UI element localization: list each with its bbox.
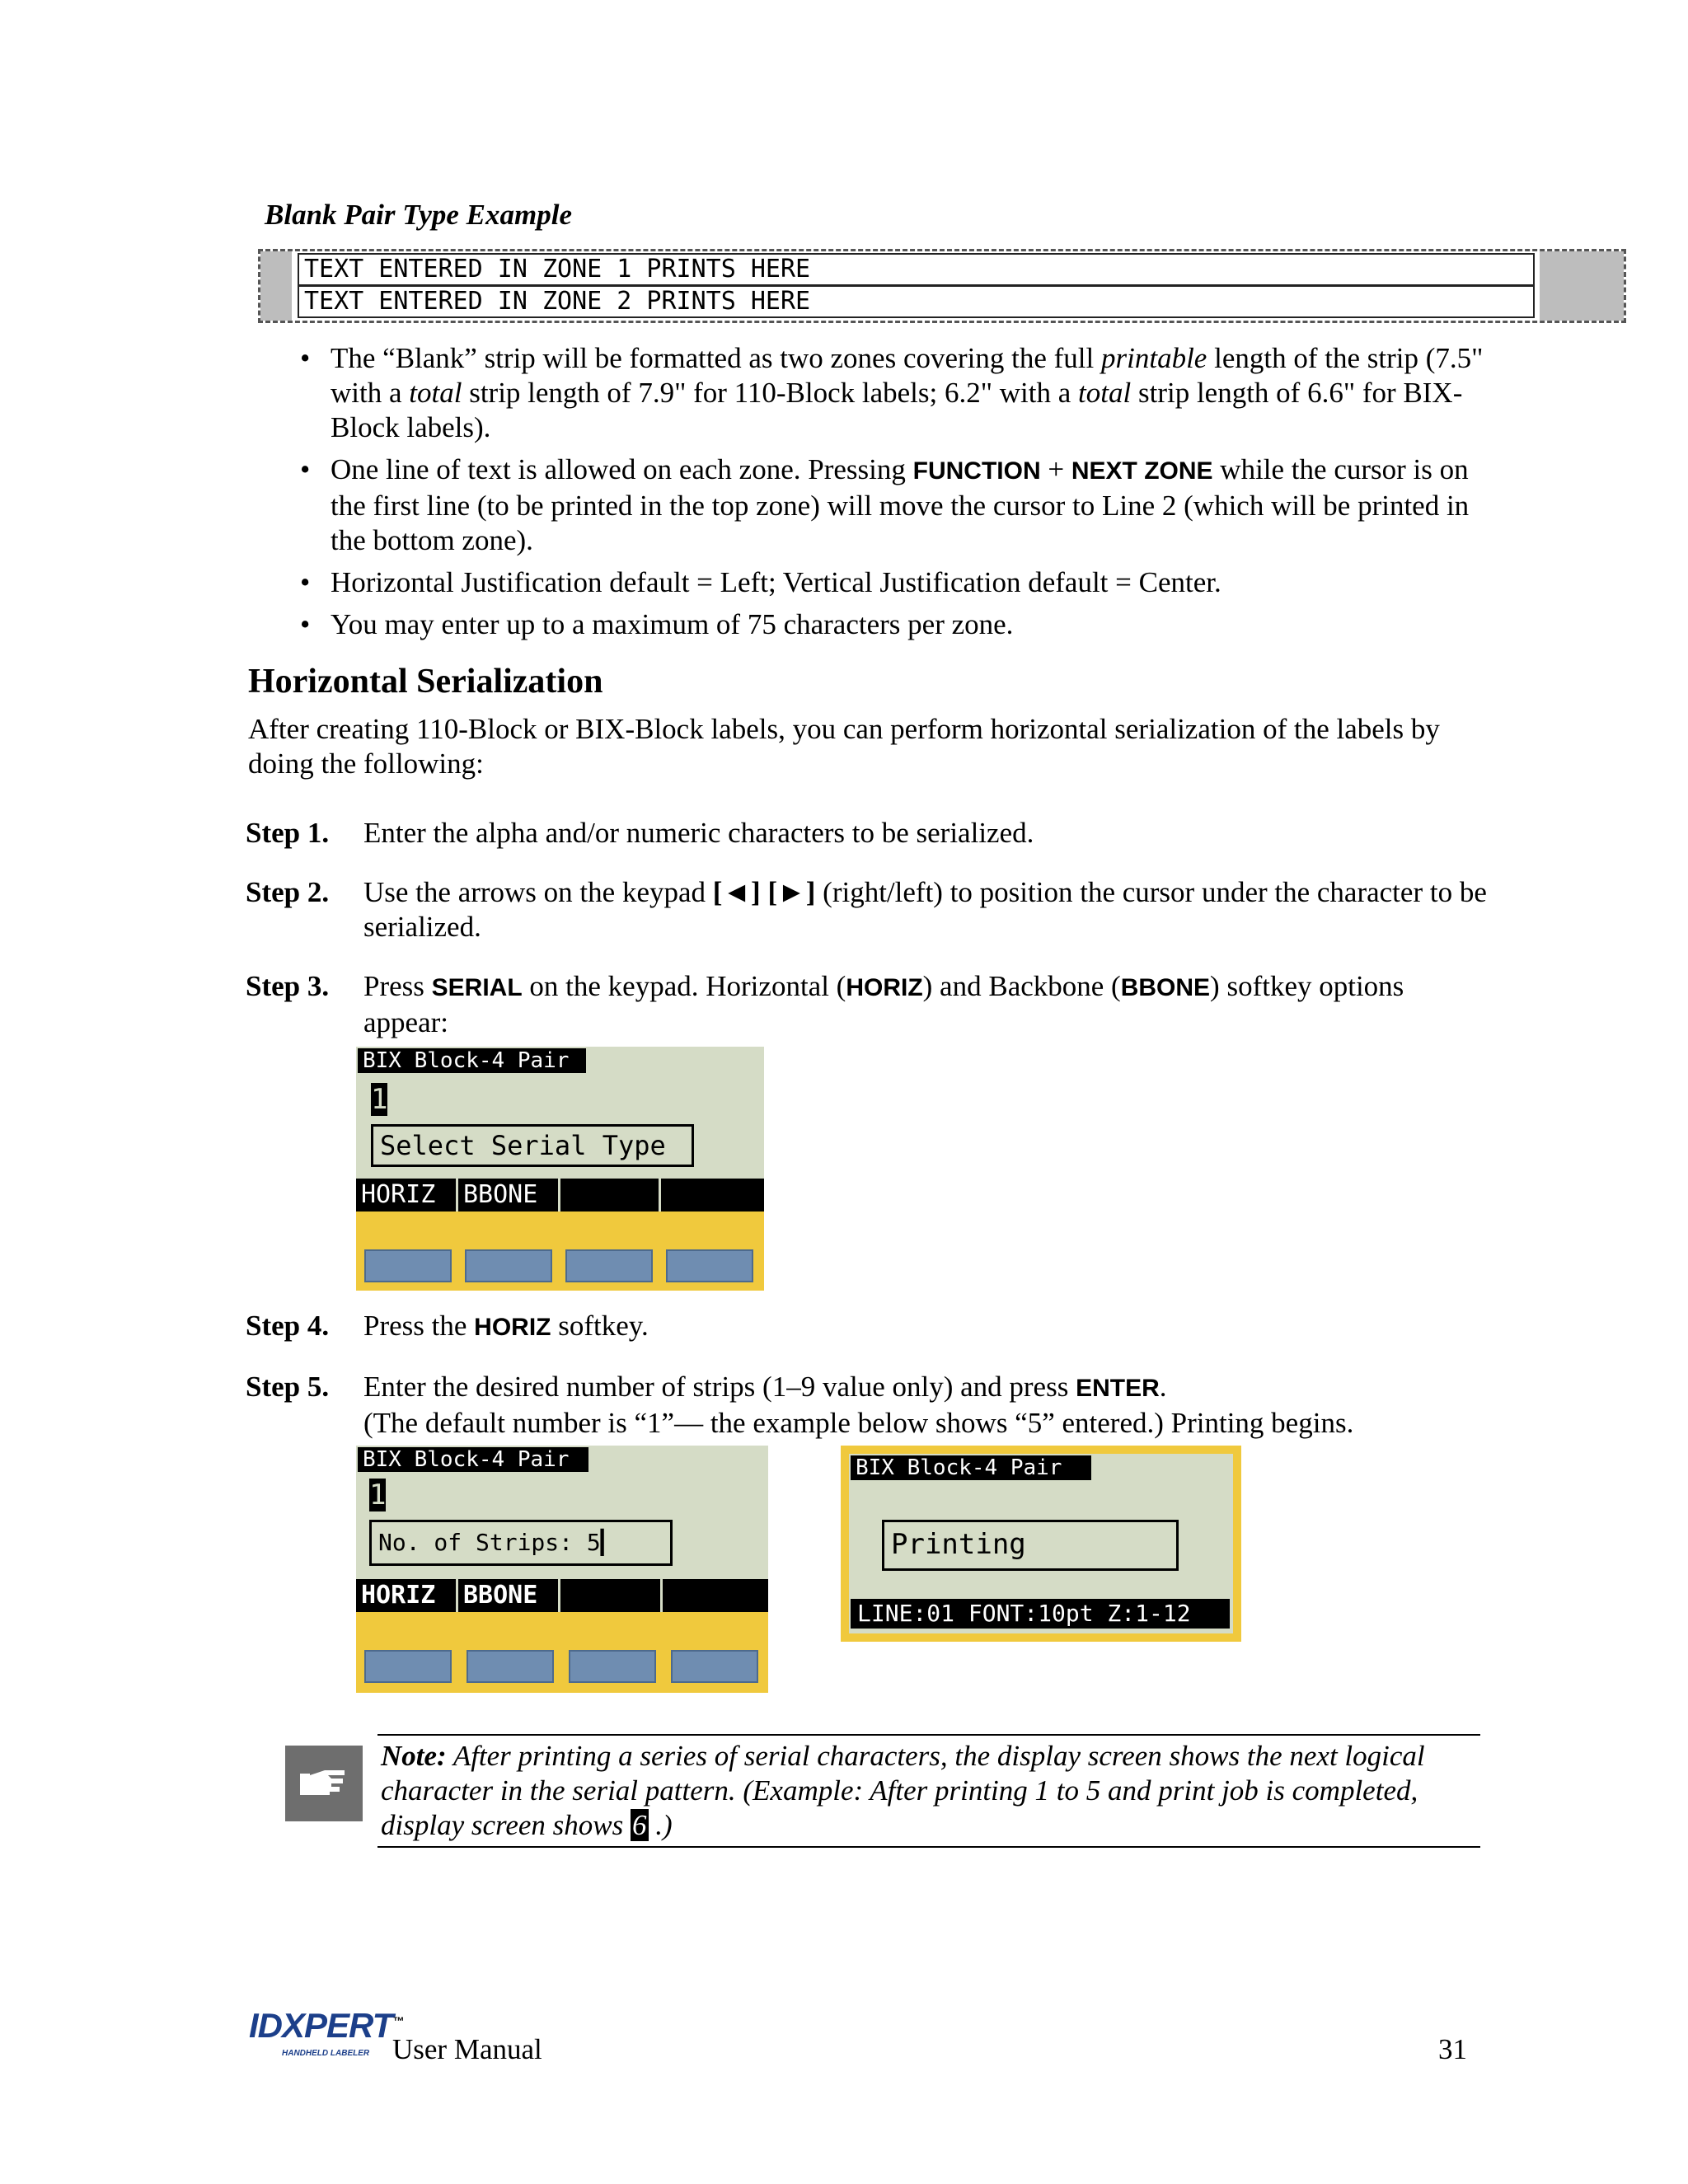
note-body-end: .) bbox=[648, 1809, 673, 1841]
step-text-part: ) softkey options appear: bbox=[363, 970, 1404, 1038]
page-number: 31 bbox=[1438, 2033, 1467, 2065]
logo-text: IDXPERT bbox=[249, 2006, 393, 2045]
note-hand-icon bbox=[285, 1746, 363, 1821]
example-title: Blank Pair Type Example bbox=[265, 199, 572, 231]
bullet-text: strip length of 6.6" for BIX-Block labels). bbox=[331, 377, 1463, 443]
lcd-screen-select-serial bbox=[356, 1047, 764, 1291]
bullet-emphasis: printable bbox=[1101, 342, 1207, 374]
strip-zone-1: TEXT ENTERED IN ZONE 1 PRINTS HERE bbox=[298, 253, 1535, 286]
softkey-horiz[interactable]: HORIZ bbox=[356, 1579, 458, 1612]
lcd-cursor: 1 bbox=[371, 1083, 388, 1116]
step-text-part: softkey. bbox=[551, 1310, 649, 1342]
lcd-softkey-bar bbox=[356, 1579, 768, 1612]
softkey-bbone[interactable]: BBONE bbox=[458, 1579, 560, 1612]
note-highlight-char: 6 bbox=[632, 1809, 647, 1841]
bullet-list bbox=[290, 341, 1485, 649]
key-serial: SERIAL bbox=[431, 974, 523, 1001]
logo-subtitle: HANDHELD LABELER bbox=[282, 2049, 370, 2058]
lcd-prompt-box: Select Serial Type bbox=[371, 1124, 694, 1167]
step-3-label: Step 3. bbox=[246, 970, 330, 1002]
step-2-text bbox=[363, 875, 1493, 944]
bullet-text: The “Blank” strip will be formatted as two zones covering the full bbox=[331, 342, 1102, 374]
logo-tm: ™ bbox=[392, 2014, 404, 2027]
softkey-horiz[interactable]: HORIZ bbox=[356, 1179, 458, 1212]
softkey-button-4[interactable] bbox=[671, 1650, 758, 1683]
bullet-dot: • bbox=[300, 566, 311, 598]
softkey-3[interactable] bbox=[560, 1579, 663, 1612]
strip-right-cap bbox=[1540, 251, 1624, 321]
step-4-text bbox=[363, 1309, 1493, 1345]
bullet-emphasis: total bbox=[1078, 377, 1132, 409]
softkey-button-2[interactable] bbox=[465, 1249, 552, 1282]
lcd-screen-printing bbox=[849, 1454, 1233, 1633]
softkey-button-panel bbox=[356, 1212, 764, 1291]
softkey-button-3[interactable] bbox=[565, 1249, 653, 1282]
bullet-emphasis: total bbox=[409, 377, 462, 409]
step-text-part: ) and Backbone ( bbox=[922, 970, 1121, 1002]
lcd-screen-strips bbox=[356, 1446, 768, 1693]
step-text-part: . bbox=[1159, 1371, 1167, 1403]
lcd-prompt-box: No. of Strips: 5▎ bbox=[369, 1520, 673, 1566]
note-label: Note: bbox=[381, 1740, 447, 1772]
step-3-text bbox=[363, 969, 1493, 1040]
step-text-part: on the keypad. Horizontal ( bbox=[522, 970, 846, 1002]
strip-left-cap bbox=[260, 251, 292, 321]
step-5-text bbox=[363, 1370, 1493, 1441]
idxpert-logo bbox=[249, 2001, 404, 2062]
key-next-zone: NEXT ZONE bbox=[1071, 457, 1213, 485]
softkey-button-3[interactable] bbox=[569, 1650, 656, 1683]
step-text-part: Use the arrows on the keypad bbox=[363, 876, 713, 908]
lcd-message-box: Printing bbox=[882, 1520, 1179, 1571]
softkey-3[interactable] bbox=[560, 1179, 661, 1212]
bullet-dot: • bbox=[300, 453, 311, 485]
example-strip bbox=[258, 249, 1626, 323]
bullet-text: while the cursor is on the first line (to be printed in the top zone) will move the cursor to Line 2 (which will be printed in the bottom zone). bbox=[331, 453, 1470, 556]
bullet-text: strip length of 7.9" for 110-Block labels; 6.2" with a bbox=[462, 377, 1079, 409]
bullet-text: One line of text is allowed on each zone. Pressing bbox=[331, 453, 913, 485]
lcd-header: BIX Block-4 Pair bbox=[851, 1455, 1091, 1480]
note-bottom-rule bbox=[377, 1846, 1480, 1848]
lcd-screen-printing-frame bbox=[841, 1446, 1241, 1642]
step-1-text: Enter the alpha and/or numeric characters to be serialized. bbox=[363, 817, 1034, 849]
step-text-part: Press bbox=[363, 970, 432, 1002]
bullet-text: length of the strip (7.5" with a bbox=[331, 342, 1484, 409]
lcd-status-line: LINE:01 FONT:10pt Z:1-12 bbox=[851, 1599, 1230, 1629]
step-text-part: Enter the desired number of strips (1–9 value only) and press bbox=[363, 1371, 1076, 1403]
softkey-4[interactable] bbox=[661, 1179, 764, 1212]
step-text-part: (right/left) to position the cursor under the character to be serialized. bbox=[363, 876, 1487, 943]
softkey-bbone[interactable]: BBONE bbox=[458, 1179, 560, 1212]
bullet-dot: • bbox=[300, 608, 311, 640]
bullet-item bbox=[290, 607, 1485, 642]
softkey-button-1[interactable] bbox=[364, 1249, 452, 1282]
step-4-label: Step 4. bbox=[246, 1310, 330, 1342]
arrow-keys: [◄] [►] bbox=[712, 876, 816, 908]
lcd-header: BIX Block-4 Pair bbox=[358, 1447, 588, 1472]
key-function: FUNCTION bbox=[912, 457, 1041, 485]
logo-wordmark bbox=[249, 2006, 403, 2046]
note-text bbox=[381, 1739, 1477, 1843]
softkey-button-1[interactable] bbox=[364, 1650, 452, 1683]
softkey-button-panel bbox=[356, 1612, 768, 1693]
bullet-dot: • bbox=[300, 342, 311, 374]
section-intro: After creating 110-Block or BIX-Block labels, you can perform horizontal serialization of the labels by doing the following: bbox=[248, 713, 1440, 780]
softkey-4[interactable] bbox=[663, 1579, 768, 1612]
note-top-rule bbox=[377, 1734, 1480, 1736]
bullet-text: Horizontal Justification default = Left; Vertical Justification default = Center. bbox=[331, 566, 1221, 598]
softkey-button-4[interactable] bbox=[666, 1249, 753, 1282]
note-body: After printing a series of serial characters, the display screen shows the next logical character in the serial pattern. (Example: After printing 1 to 5 and print job is completed, display screen shows bbox=[381, 1740, 1425, 1841]
strip-zone-2: TEXT ENTERED IN ZONE 2 PRINTS HERE bbox=[298, 285, 1535, 318]
bullet-text: You may enter up to a maximum of 75 characters per zone. bbox=[331, 608, 1014, 640]
step-text-part: Press the bbox=[363, 1310, 475, 1342]
lcd-cursor: 1 bbox=[369, 1479, 387, 1511]
bullet-text: + bbox=[1040, 453, 1071, 485]
bullet-item bbox=[290, 452, 1485, 558]
step-text-part: (The default number is “1”— the example below shows “5” entered.) Printing begins. bbox=[363, 1407, 1354, 1439]
bullet-item bbox=[290, 341, 1485, 445]
key-horiz: HORIZ bbox=[846, 974, 923, 1001]
softkey-button-2[interactable] bbox=[467, 1650, 554, 1683]
step-5-label: Step 5. bbox=[246, 1371, 330, 1403]
key-enter: ENTER bbox=[1076, 1375, 1160, 1402]
lcd-header: BIX Block-4 Pair bbox=[358, 1048, 586, 1073]
step-1-label: Step 1. bbox=[246, 817, 330, 849]
key-bbone: BBONE bbox=[1120, 974, 1211, 1001]
step-2-label: Step 2. bbox=[246, 876, 330, 908]
key-horiz: HORIZ bbox=[474, 1314, 551, 1341]
bullet-item bbox=[290, 565, 1485, 600]
section-heading: Horizontal Serialization bbox=[248, 663, 603, 701]
lcd-softkey-bar bbox=[356, 1179, 764, 1212]
footer-label: User Manual bbox=[392, 2033, 542, 2065]
